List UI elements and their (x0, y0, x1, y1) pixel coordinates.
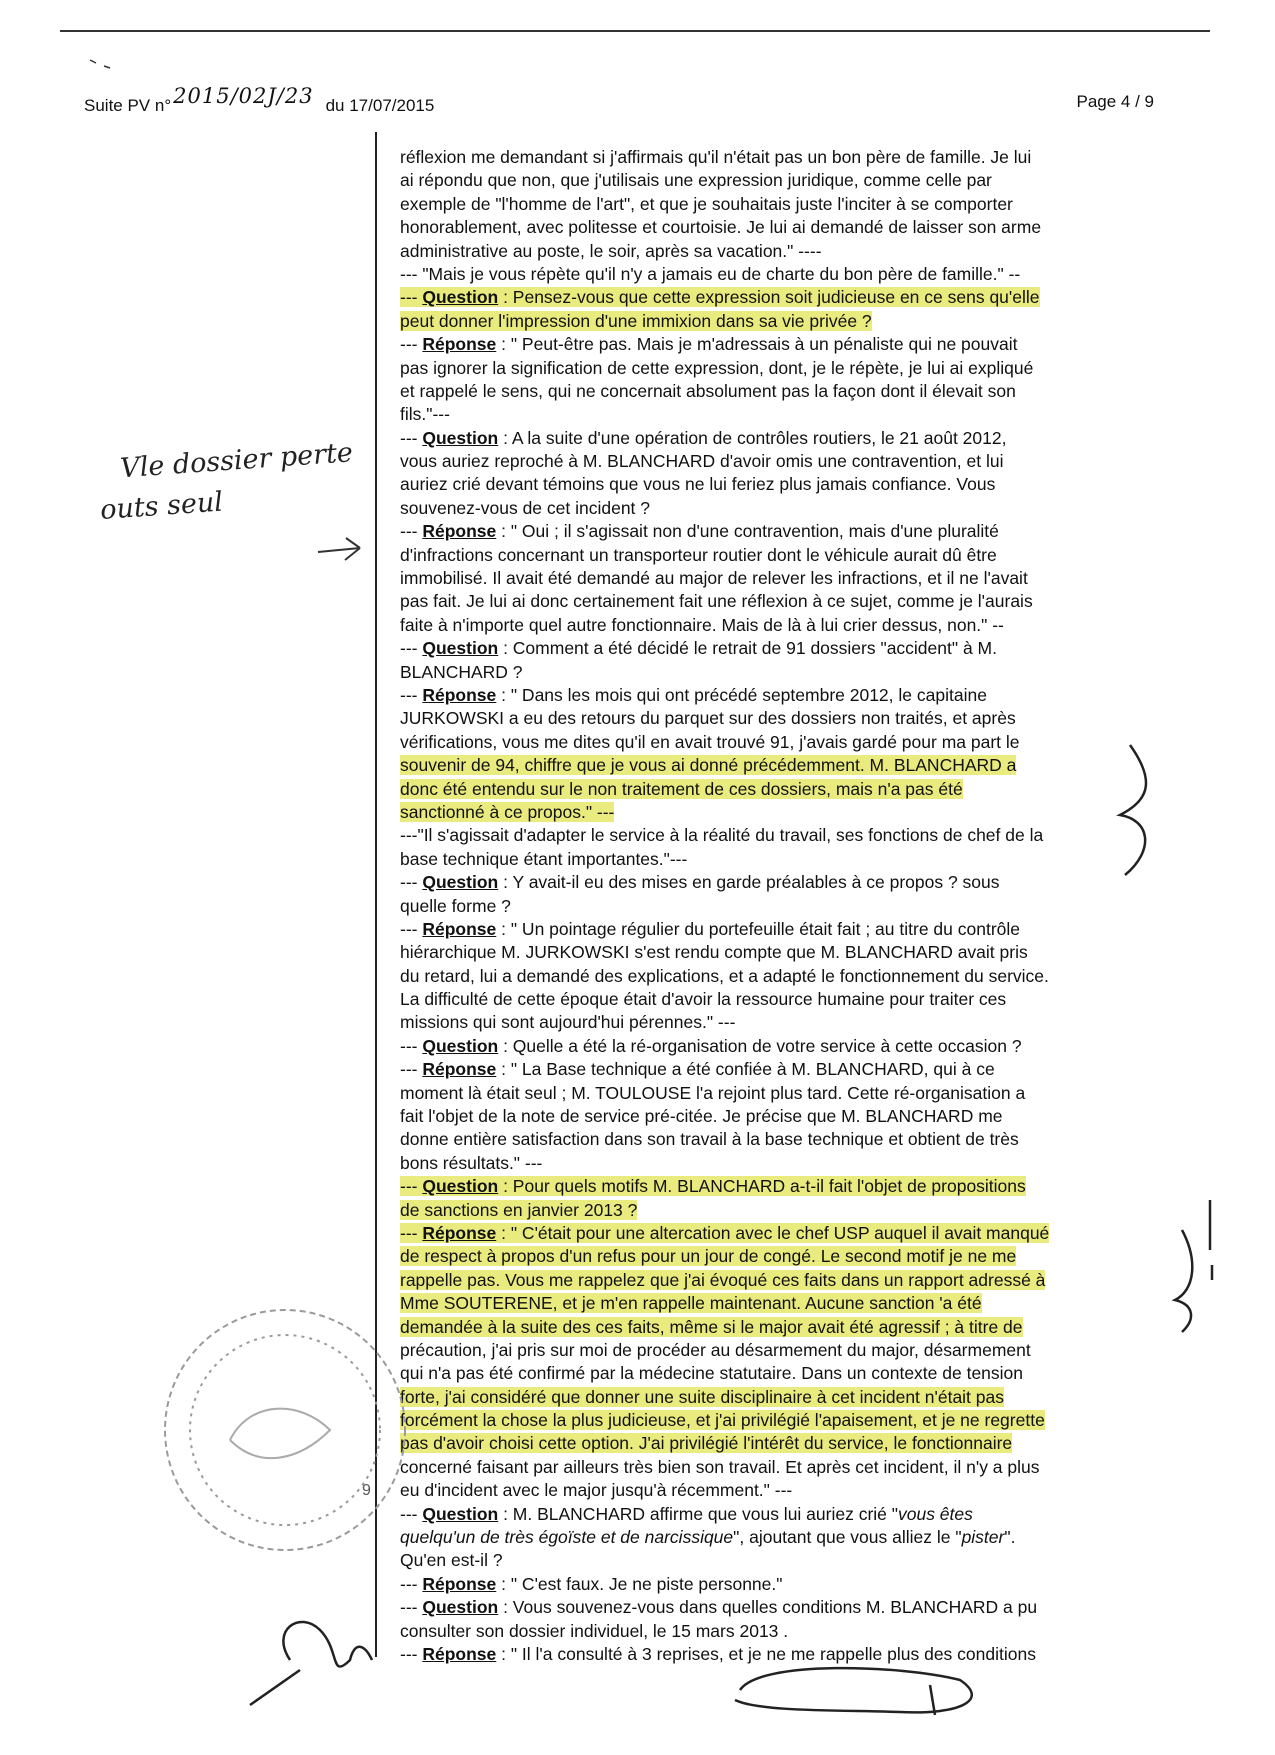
line-content: BLANCHARD ? (400, 661, 523, 682)
highlighted-text (400, 1387, 1004, 1407)
line-content: qui n'a pas été confirmé par la médecine statutaire. Dans un contexte de tension (400, 1363, 1024, 1384)
line-text (400, 381, 1016, 401)
highlighted-text (400, 1270, 1045, 1290)
line-text (400, 1106, 1003, 1126)
text-line (400, 1596, 1152, 1619)
text-line (400, 1339, 1152, 1362)
line-text (400, 521, 999, 541)
text-line (400, 824, 1152, 847)
text-line (400, 450, 1152, 473)
line-text (400, 966, 1049, 986)
signature-right (735, 1668, 972, 1715)
text-line (400, 567, 1152, 590)
margin-annotation-line-2: outs seul (99, 486, 224, 527)
highlighted-text (400, 1176, 1026, 1196)
line-text (400, 1621, 788, 1641)
line-content: JURKOWSKI a eu des retours du parquet sur des dossiers non traités, et après (400, 708, 1016, 729)
line-text (400, 1644, 1036, 1664)
line-prefix: --- (400, 427, 423, 448)
line-content: demandée à la suite des ces faits, même si le major avait été agressif ; à titre de (400, 1316, 1023, 1337)
text-line (400, 169, 1152, 192)
highlighted-text (400, 1410, 1045, 1430)
page-header (84, 84, 1154, 118)
highlighted-text (400, 802, 614, 822)
line-prefix: --- (400, 1035, 423, 1056)
text-line (400, 1432, 1152, 1455)
question-label: Question (422, 638, 499, 659)
line-content: moment là était seul ; M. TOULOUSE l'a rejoint plus tard. Cette ré-organisation a (400, 1082, 1026, 1103)
line-content: fait l'objet de la note de service pré-citée. Je précise que M. BLANCHARD me (400, 1106, 1003, 1127)
text-line (400, 1316, 1152, 1339)
line-prefix: --- (400, 1644, 423, 1664)
text-line (400, 1269, 1152, 1292)
line-content: honorablement, avec politesse et courtoisie. Je lui ai demandé de laisser son arme (400, 217, 1042, 238)
line-content: Mme SOUTERENE, et je m'en rappelle maintenant. Aucune sanction 'a été (400, 1293, 982, 1314)
margin-annotation-line-1: Vle dossier perte (119, 437, 354, 485)
line-text (400, 194, 1013, 214)
line-prefix: --- (400, 1176, 423, 1197)
line-content: ". (1004, 1527, 1016, 1548)
quoted-italic: quelqu'un de très égoïste et de narcissique (400, 1527, 734, 1548)
pv-number-handwritten: 2015/02J/23 (173, 84, 314, 108)
line-content: forcément la chose la plus judicieuse, et j'ai privilégié l'apaisement, et je ne regrette (400, 1410, 1045, 1431)
response-label: Réponse (422, 684, 497, 705)
pv-reference (84, 84, 435, 116)
highlighted-text (400, 1200, 637, 1220)
line-content: pas d'avoir choisi cette option. J'ai privilégié l'intérêt du service, le fonctionnaire (400, 1433, 1013, 1454)
line-content: souvenez-vous de cet incident ? (400, 497, 651, 518)
text-line (400, 380, 1152, 403)
line-content: : Pour quels motifs M. BLANCHARD a-t-il fait l'objet de propositions (498, 1176, 1026, 1197)
line-text (400, 1059, 995, 1079)
line-content: La difficulté de cette époque était d'avoir la ressource humaine pour traiter ces (400, 989, 1007, 1010)
text-line (400, 1128, 1152, 1151)
stamp-seal (165, 1310, 405, 1550)
text-line (400, 614, 1152, 637)
text-line (400, 263, 1152, 286)
text-line (400, 1549, 1152, 1572)
text-line (400, 1573, 1152, 1596)
line-text (400, 732, 1020, 752)
line-text (400, 568, 1028, 588)
highlighted-text (400, 1293, 982, 1313)
line-content: : Y avait-il eu des mises en garde préalables à ce propos ? sous (498, 872, 1000, 893)
response-label: Réponse (422, 1222, 497, 1243)
top-border-line (60, 30, 1210, 32)
question-label: Question (422, 287, 499, 308)
line-text (400, 591, 1033, 611)
text-line (400, 941, 1152, 964)
line-content: exemple de "l'homme de l'art", et que je souhaitais juste l'inciter à se comporter (400, 193, 1013, 214)
line-prefix: --- (400, 918, 423, 939)
text-line (400, 1035, 1152, 1058)
pv-prefix: Suite PV n° (84, 96, 172, 115)
response-label: Réponse (422, 521, 497, 542)
text-line (400, 1479, 1152, 1502)
line-content: peut donner l'impression d'une immixion dans sa vie privée ? (400, 310, 872, 331)
line-text (400, 264, 1020, 284)
line-text (400, 1550, 503, 1570)
text-line (400, 520, 1152, 543)
line-content: --- "Mais je vous répète qu'il n'y a jamais eu de charte du bon père de famille." -- (400, 263, 1021, 284)
line-content: administrative au poste, le soir, après sa vacation." ---- (400, 240, 822, 261)
line-text (400, 849, 687, 869)
line-text (400, 1597, 1037, 1617)
text-line (400, 871, 1152, 894)
line-prefix: --- (400, 521, 423, 542)
text-line (400, 918, 1152, 941)
line-text (400, 825, 1043, 845)
line-text (400, 708, 1016, 728)
line-content: concerné faisant par ailleurs très bien son travail. Et après cet incident, il n'y a plus (400, 1456, 1040, 1477)
line-content: faite à n'importe quel autre fonctionnaire. Mais de là à lui crier dessus, non." -- (400, 614, 1004, 635)
line-content: vérifications, vous me dites qu'il en avait trouvé 91, j'avais gardé pour ma part le (400, 731, 1020, 752)
line-content: ", ajoutant que vous alliez le " (733, 1527, 962, 1548)
text-line (400, 1386, 1152, 1409)
text-line (400, 1175, 1152, 1198)
line-text (400, 217, 1041, 237)
line-content: : A la suite d'une opération de contrôles routiers, le 21 août 2012, (498, 427, 1007, 448)
line-content: auriez crié devant témoins que vous ne lui feriez plus jamais confiance. Vous (400, 474, 996, 495)
text-line (400, 1643, 1152, 1666)
text-line (400, 403, 1152, 426)
highlighted-text (400, 287, 1040, 307)
stamp-number: 9 (362, 1482, 371, 1499)
line-content: ---"Il s'agissait d'adapter le service à la réalité du travail, ses fonctions de chef de la (400, 825, 1044, 846)
text-line (400, 1526, 1152, 1549)
line-text (400, 1574, 782, 1594)
text-line (400, 497, 1152, 520)
signature-left (250, 1622, 372, 1705)
line-text (400, 147, 1031, 167)
response-label: Réponse (422, 1573, 497, 1594)
highlighted-text (400, 1433, 1012, 1453)
text-line (400, 1105, 1152, 1128)
line-text (400, 1036, 1022, 1056)
line-text (400, 638, 997, 658)
text-line (400, 473, 1152, 496)
line-prefix: --- (400, 334, 423, 355)
highlighted-text (400, 779, 963, 799)
page-number: Page 4 / 9 (1076, 92, 1154, 111)
text-line (400, 1456, 1152, 1479)
text-line (400, 684, 1152, 707)
highlighted-text (400, 1223, 1049, 1243)
line-content: hiérarchique M. JURKOWSKI s'est rendu compte que M. BLANCHARD avait pris (400, 942, 1028, 963)
text-line (400, 286, 1152, 309)
text-line (400, 146, 1152, 169)
line-prefix: --- (400, 1503, 423, 1524)
text-line (400, 1082, 1152, 1105)
text-line (400, 1362, 1152, 1385)
line-content: Qu'en est-il ? (400, 1550, 503, 1571)
text-line (400, 754, 1152, 777)
line-content: : " C'est faux. Je ne piste personne." (496, 1573, 783, 1594)
text-line (400, 1245, 1152, 1268)
text-line (400, 1011, 1152, 1034)
response-label: Réponse (422, 1644, 497, 1664)
question-label: Question (422, 1503, 499, 1524)
line-prefix: --- (400, 872, 423, 893)
line-content: et rappelé le sens, qui ne concernait absolument pas la façon dont il élevait son (400, 380, 1016, 401)
arrow-mark (318, 538, 360, 560)
text-line (400, 731, 1152, 754)
line-content: pas fait. Je lui ai donc certainement fait une réflexion à ce sujet, comme je l'aurais (400, 591, 1033, 612)
text-line (400, 193, 1152, 216)
line-content: : Comment a été décidé le retrait de 91 dossiers "accident" à M. (498, 638, 997, 659)
line-prefix: --- (400, 1573, 423, 1594)
line-content: souvenir de 94, chiffre que je vous ai donné précédemment. M. BLANCHARD a (400, 755, 1017, 776)
line-content: missions qui sont aujourd'hui pérennes." --- (400, 1012, 736, 1033)
text-line (400, 848, 1152, 871)
pv-date: du 17/07/2015 (325, 96, 435, 115)
response-label: Réponse (422, 334, 497, 355)
margin-annotation (99, 437, 360, 527)
line-text (400, 358, 1033, 378)
line-text (400, 428, 1006, 448)
line-content: base technique étant importantes."--- (400, 848, 688, 869)
line-content: du retard, lui a demandé des explications, et a adapté le fonctionnement du service. (400, 965, 1049, 986)
line-content: précaution, j'ai pris sur moi de procéder au désarmement du major, désarmement (400, 1339, 1031, 1360)
line-prefix: --- (400, 1597, 423, 1618)
text-line (400, 1152, 1152, 1175)
line-text (400, 241, 822, 261)
line-prefix: --- (400, 638, 423, 659)
highlighted-text (400, 755, 1016, 775)
text-line (400, 544, 1152, 567)
line-text (400, 1527, 1015, 1547)
line-text (400, 685, 987, 705)
margin-rule (375, 132, 377, 1657)
line-text (400, 919, 1020, 939)
line-content: quelle forme ? (400, 895, 511, 916)
question-label: Question (422, 1597, 499, 1618)
line-content: donne entière satisfaction dans son travail à la base technique et obtient de très (400, 1129, 1019, 1150)
text-line (400, 801, 1152, 824)
line-text (400, 451, 1003, 471)
line-content: eu d'incident avec le major jusqu'à récemment." --- (400, 1480, 793, 1501)
line-content: : M. BLANCHARD affirme que vous lui auriez crié " (498, 1503, 898, 1524)
text-line (400, 240, 1152, 263)
line-text (400, 989, 1006, 1009)
line-text (400, 334, 1018, 354)
line-text (400, 872, 1000, 892)
text-line (400, 333, 1152, 356)
highlighted-text (400, 1317, 1023, 1337)
text-line (400, 1503, 1152, 1526)
text-line (400, 216, 1152, 239)
line-content: rappelle pas. Vous me rappelez que j'ai évoqué ces faits dans un rapport adressé à (400, 1269, 1046, 1290)
line-text (400, 1457, 1040, 1477)
line-prefix: --- (400, 684, 423, 705)
line-text (400, 1363, 1023, 1383)
line-content: forte, j'ai considéré que donner une suite disciplinaire à cet incident n'était pas (400, 1386, 1004, 1407)
line-content: immobilisé. Il avait été demandé au major de relever les infractions, et il ne l'avait (400, 568, 1028, 589)
line-content: réflexion me demandant si j'affirmais qu'il n'était pas un bon père de famille. Je lui (400, 147, 1032, 167)
line-content: : " Peut-être pas. Mais je m'adressais à un pénaliste qui ne pouvait (496, 334, 1018, 355)
text-line (400, 1222, 1152, 1245)
question-label: Question (422, 872, 499, 893)
line-text (400, 662, 523, 682)
corner-scribbles (90, 60, 110, 68)
text-line (400, 310, 1152, 333)
line-content: fils."--- (400, 404, 450, 425)
line-content: ai répondu que non, que j'utilisais une expression juridique, comme celle par (400, 170, 992, 191)
text-line (400, 1058, 1152, 1081)
deposition-text (400, 146, 1152, 1666)
line-text (400, 896, 511, 916)
response-label: Réponse (422, 918, 497, 939)
line-content: : " C'était pour une altercation avec le chef USP auquel il avait manqué (496, 1222, 1050, 1243)
line-text (400, 545, 997, 565)
line-text (400, 1012, 735, 1032)
text-line (400, 1620, 1152, 1643)
text-line (400, 357, 1152, 380)
line-content: donc été entendu sur le non traitement de ces dossiers, mais n'a pas été (400, 778, 963, 799)
line-content: : " La Base technique a été confiée à M. BLANCHARD, qui à ce (496, 1059, 995, 1080)
line-prefix: --- (400, 1059, 423, 1080)
text-line (400, 965, 1152, 988)
text-line (400, 988, 1152, 1011)
quoted-italic: vous êtes (897, 1503, 973, 1524)
highlighted-text (400, 1246, 1016, 1266)
text-line (400, 661, 1152, 684)
bracket-mark-2 (1175, 1200, 1212, 1332)
line-text (400, 615, 1004, 635)
question-label: Question (422, 1035, 499, 1056)
line-content: vous auriez reproché à M. BLANCHARD d'avoir omis une contravention, et lui (400, 451, 1004, 472)
line-content: consulter son dossier individuel, le 15 mars 2013 . (400, 1620, 789, 1641)
line-content: : Quelle a été la ré-organisation de votre service à cette occasion ? (498, 1035, 1022, 1056)
line-text (400, 1340, 1031, 1360)
text-line (400, 637, 1152, 660)
line-text (400, 1480, 792, 1500)
quoted-italic: pister (961, 1527, 1005, 1548)
line-content: : Vous souvenez-vous dans quelles conditions M. BLANCHARD a pu (498, 1597, 1038, 1618)
text-line (400, 1199, 1152, 1222)
line-content: : " Oui ; il s'agissait non d'une contravention, mais d'une pluralité (496, 521, 999, 542)
line-content: : " Dans les mois qui ont précédé septembre 2012, le capitaine (496, 684, 987, 705)
text-line (400, 427, 1152, 450)
line-text (400, 474, 995, 494)
text-line (400, 707, 1152, 730)
line-text (400, 1129, 1019, 1149)
line-content: : " Un pointage régulier du portefeuille était fait ; au titre du contrôle (496, 918, 1021, 939)
highlighted-text (400, 311, 872, 331)
line-content: de sanctions en janvier 2013 ? (400, 1199, 638, 1220)
line-text (400, 942, 1028, 962)
line-content: : " Il l'a consulté à 3 reprises, et je ne me rappelle plus des conditions (496, 1644, 1036, 1664)
text-line (400, 895, 1152, 918)
line-text (400, 404, 450, 424)
text-line (400, 1409, 1152, 1432)
line-text (400, 1153, 542, 1173)
line-content: sanctionné à ce propos." --- (400, 801, 615, 822)
question-label: Question (422, 427, 499, 448)
line-text (400, 170, 992, 190)
line-content: bons résultats." --- (400, 1152, 543, 1173)
question-label: Question (422, 1176, 499, 1197)
line-prefix: --- (400, 1222, 423, 1243)
line-text (400, 1083, 1025, 1103)
text-line (400, 1292, 1152, 1315)
text-line (400, 778, 1152, 801)
line-content: : Pensez-vous que cette expression soit judicieuse en ce sens qu'elle (498, 287, 1040, 308)
text-line (400, 590, 1152, 613)
line-content: pas ignorer la signification de cette expression, dont, je le répète, je lui ai expliqué (400, 357, 1034, 378)
line-text (400, 1504, 973, 1524)
response-label: Réponse (422, 1059, 497, 1080)
line-prefix: --- (400, 287, 423, 308)
line-content: de respect à propos d'un refus pour un jour de congé. Le second motif je ne me (400, 1246, 1017, 1267)
line-text (400, 498, 650, 518)
line-content: d'infractions concernant un transporteur routier dont le véhicule aurait dû être (400, 544, 997, 565)
